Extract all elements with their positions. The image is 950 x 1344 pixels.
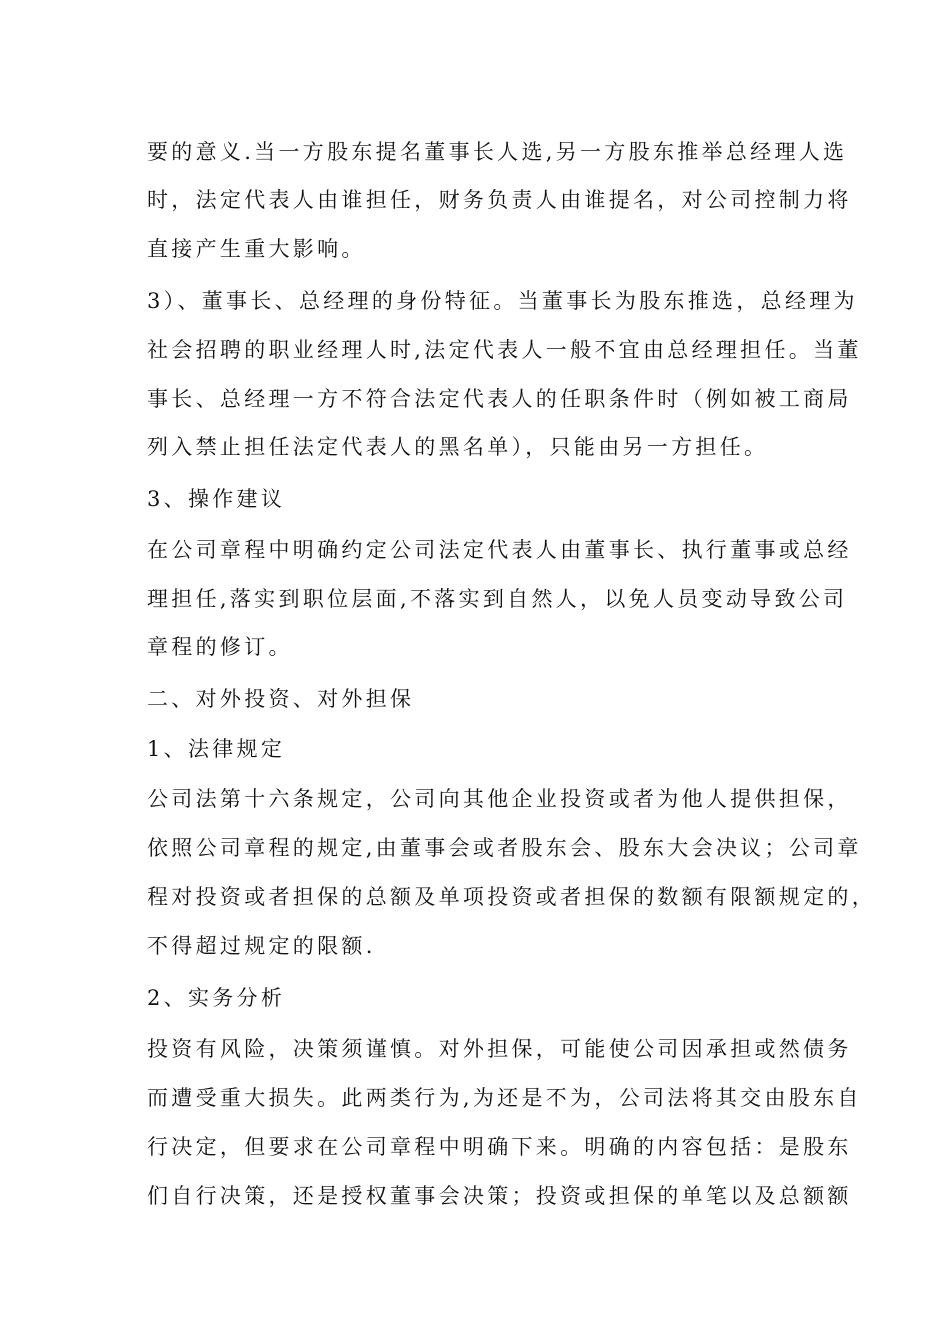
text-line-15: 依照公司章程的规定,由董事会或者股东会、股东大会决议；公司章 xyxy=(147,836,862,860)
text-line-10: 理担任,落实到职位层面,不落实到自然人，以免人员变动导致公司 xyxy=(147,587,848,611)
text-line-4: 3）、董事长、总经理的身份特征。当董事长为股东推选，总经理为 xyxy=(147,289,858,313)
text-line-2: 时，法定代表人由谁担任，财务负责人由谁提名，对公司控制力将 xyxy=(147,188,852,212)
text-line-22: 们自行决策，还是授权董事会决策；投资或担保的单笔以及总额额 xyxy=(147,1184,852,1208)
text-line-9: 在公司章程中明确约定公司法定代表人由董事长、执行董事或总经 xyxy=(147,538,852,562)
text-line-6: 事长、总经理一方不符合法定代表人的任职条件时（例如被工商局 xyxy=(147,387,852,411)
section-heading: 3、操作建议 xyxy=(147,487,286,511)
text-line-1: 要的意义.当一方股东提名董事长人选,另一方股东推举总经理人选 xyxy=(147,140,848,164)
text-line-20: 而遭受重大损失。此两类行为,为还是不为，公司法将其交由股东自 xyxy=(147,1086,862,1110)
text-line-3: 直接产生重大影响。 xyxy=(147,237,366,261)
text-line-19: 投资有风险，决策须谨慎。对外担保，可能使公司因承担或然债务 xyxy=(147,1037,852,1061)
text-line-17: 不得超过规定的限额. xyxy=(147,934,376,958)
text-line-16: 程对投资或者担保的总额及单项投资或者担保的数额有限额规定的， xyxy=(147,885,876,909)
chapter-heading: 二、对外投资、对外担保 xyxy=(147,687,415,711)
text-line-7: 列入禁止担任法定代表人的黑名单），只能由另一方担任。 xyxy=(147,435,769,459)
text-line-21: 行决定，但要求在公司章程中明确下来。明确的内容包括：是股东 xyxy=(147,1135,852,1159)
text-line-14: 公司法第十六条规定，公司向其他企业投资或者为他人提供担保， xyxy=(147,787,852,811)
section-heading: 2、实务分析 xyxy=(147,986,286,1010)
text-line-11: 章程的修订。 xyxy=(147,635,293,659)
text-line-5: 社会招聘的职业经理人时,法定代表人一般不宜由总经理担任。当董 xyxy=(147,338,862,362)
section-heading: 1、法律规定 xyxy=(147,737,286,761)
